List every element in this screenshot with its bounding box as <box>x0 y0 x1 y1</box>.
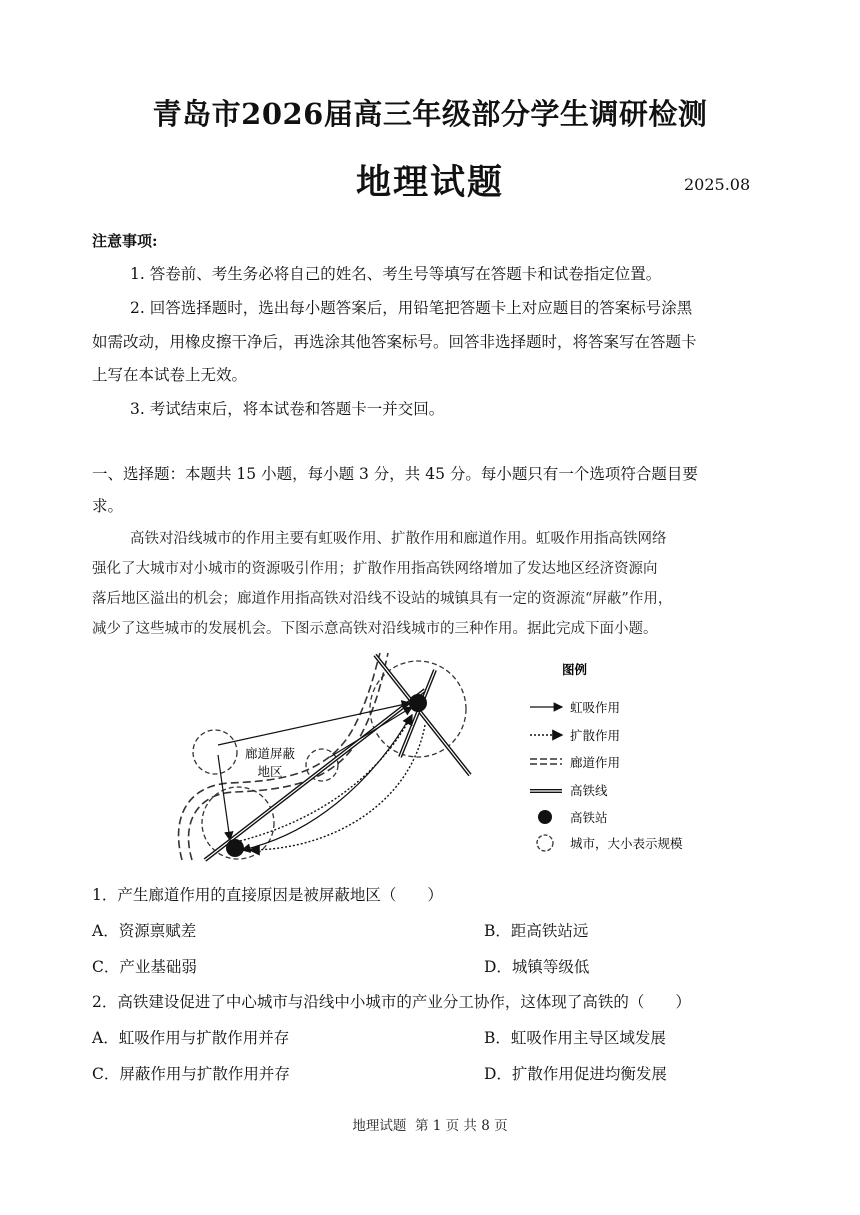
passage-line-3: 落后地区溢出的机会；廊道作用指高铁对沿线不设站的城镇具有一定的资源流“屏蔽”作用， <box>92 591 673 607</box>
note-3: 3. 考试结束后，将本试卷和答题卡一并交回。 <box>130 400 445 418</box>
section-heading-line-1: 一、选择题：本题共 15 小题，每小题 3 分，共 45 分。每小题只有一个选项符合题目要 <box>92 465 698 483</box>
question-2-option-b: B．虹吸作用主导区域发展 <box>484 1029 666 1047</box>
legend-station-swatch <box>538 810 552 824</box>
question-1-option-a: A．资源禀赋差 <box>92 922 197 940</box>
question-2-stem: 2．高铁建设促进了中心城市与沿线中小城市的产业分工协作，这体现了高铁的（ ） <box>92 993 691 1011</box>
legend-corridor-label: 廊道作用 <box>570 755 621 770</box>
note-1: 1. 答卷前、考生务必将自己的姓名、考生号等填写在答题卡和试卷指定位置。 <box>130 265 662 283</box>
siphon-arrow-4 <box>242 717 410 850</box>
shield-area-label-1: 廊道屏蔽 <box>244 746 296 761</box>
subject-title: 地理试题 <box>355 162 504 203</box>
page-footer: 地理试题 第 1 页 共 8 页 <box>352 1118 508 1134</box>
legend-title: 图例 <box>562 662 588 677</box>
passage-line-4: 减少了这些城市的发展机会。下图示意高铁对沿线城市的三种作用。据此完成下面小题。 <box>92 621 658 637</box>
note-2-line-2: 如需改动，用橡皮擦干净后，再选涂其他答案标号。回答非选择题时，将答案写在答题卡 <box>92 333 697 351</box>
rail-line-cross-b-inner <box>400 670 435 757</box>
station-large-city <box>409 694 427 712</box>
section-heading-line-2: 求。 <box>92 497 124 515</box>
note-2-line-1: 2. 回答选择题时，选出每小题答案后，用铅笔把答题卡上对应题目的答案标号涂黑 <box>130 299 693 317</box>
question-1-stem: 1．产生廊道作用的直接原因是被屏蔽地区（ ） <box>92 886 443 904</box>
exam-title: 青岛市2026届高三年级部分学生调研检测 <box>152 97 708 131</box>
siphon-arrow-3 <box>218 755 230 840</box>
passage-line-2: 强化了大城市对小城市的资源吸引作用；扩散作用指高铁网络增加了发达地区经济资源向 <box>92 561 658 577</box>
note-2-line-3: 上写在本试卷上无效。 <box>92 366 248 384</box>
station-bottom <box>226 839 244 857</box>
question-2-option-d: D．扩散作用促进均衡发展 <box>484 1065 667 1083</box>
high-speed-rail-figure <box>170 645 710 870</box>
legend-rail-label: 高铁线 <box>570 783 608 798</box>
rail-line-cross-a-inner <box>375 655 470 775</box>
question-1-option-d: D．城镇等级低 <box>484 958 590 976</box>
legend-station-label: 高铁站 <box>570 810 608 825</box>
legend-diffusion-label: 扩散作用 <box>570 728 621 743</box>
legend-city-label: 城市，大小表示规模 <box>570 836 683 851</box>
question-1-option-b: B．距高铁站远 <box>484 922 589 940</box>
legend-city-swatch <box>537 835 553 851</box>
notes-heading: 注意事项: <box>92 232 158 250</box>
passage-line-1: 高铁对沿线城市的作用主要有虹吸作用、扩散作用和廊道作用。虹吸作用指高铁网络 <box>130 531 667 547</box>
diffusion-arrow-2 <box>250 725 425 850</box>
question-2-option-a: A．虹吸作用与扩散作用并存 <box>92 1029 290 1047</box>
small-city-circle-left <box>193 730 237 774</box>
legend-siphon-label: 虹吸作用 <box>570 700 621 715</box>
question-2-option-c: C．屏蔽作用与扩散作用并存 <box>92 1065 290 1083</box>
exam-date: 2025.08 <box>684 175 751 194</box>
question-1-option-c: C．产业基础弱 <box>92 958 197 976</box>
siphon-arrow-2 <box>330 707 412 757</box>
rail-line-main-inner <box>205 690 425 860</box>
shield-area-label-2: 地区 <box>257 764 283 779</box>
